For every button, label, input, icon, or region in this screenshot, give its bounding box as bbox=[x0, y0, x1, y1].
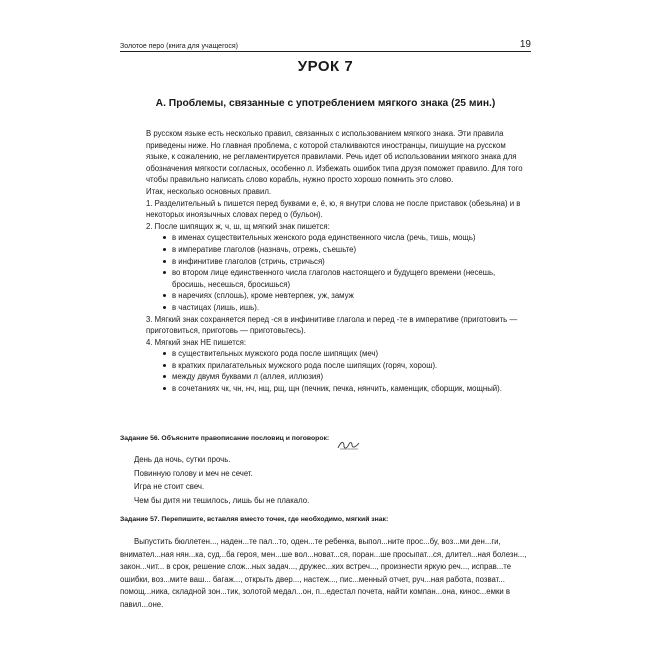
list-item: в кратких прилагательных мужского рода после шипящих (горяч, хорош). bbox=[146, 360, 526, 372]
rules-intro: Итак, несколько основных правил. bbox=[146, 186, 272, 196]
list-item: в сочетаниях чк, чн, нч, нщ, рщ, щн (печник, печка, нянчить, каменщик, сборщик, мощный). bbox=[146, 383, 526, 395]
proverb-line: Игра не стоит свеч. bbox=[134, 482, 205, 491]
section-title: А. Проблемы, связанные с употреблением мягкого знака (25 мин.) bbox=[155, 98, 496, 109]
list-item: в инфинитиве глаголов (стричь, стричься) bbox=[146, 256, 526, 268]
page-number: 19 bbox=[519, 39, 531, 50]
task-56-title: Задание 56. Объясните правописание пословиц и поговорок: bbox=[120, 435, 330, 442]
book-title: Золотое перо (книга для учащегося) bbox=[120, 43, 238, 50]
rule-3: 3. Мягкий знак сохраняется перед -ся в инфинитиве глагола и перед -те в императиве (приготовить — приготовиться, приготовь — приготовьтесь). bbox=[146, 314, 518, 336]
rule-1: 1. Разделительный ь пишется перед буквами е, ё, ю, я внутри слова не после приставок (обезьяна) и в некоторых иноязычных словах перед о (бульон). bbox=[146, 198, 521, 220]
intro-paragraph: В русском языке есть несколько правил, связанных с использованием мягкого знака. Эти правила приведены ниже. Но главная проблема, с которой сталкиваются иностранцы, пишущие на русском языке, к сожалению, не регламентируется правилами. Речь идет об использовании мягкого знака для обозначения мягкости согласных, особенно л. Избежать ошибок типа друзя поможет правило. Для того чтобы правильно написать слово корабль, нужно просто хорошо помнить это слово. bbox=[146, 129, 523, 185]
rule-2-head: 2. После шипящих ж, ч, ш, щ мягкий знак пишется: bbox=[146, 221, 330, 231]
exercise-paragraph: Выпустить бюллетен..., наден...те пал...то, оден...те ребенка, выпол...ните прос...бу, воз...ми ден...ги, внимател...ная нян...ка, суд...ба героя, мен...ше вол...новат...ся, поран...ше просыпат...ся, длител...ная болезн..., закон...чит... в срок, решение слож...ных задач..., дружес...ких встреч..., произнести яркую реч..., исправ...те ошибки, воз...мите ваш... багаж..., открыть двер..., настеж..., пис...менный отчет, руч...ная работа, позват... помощ...ника, складной зон...тик, золотой медал...он, п...едестал почета, найти компан...она, кинос...емки в павил...оне. bbox=[120, 537, 527, 609]
list-item: в именах существительных женского рода единственного числа (речь, тишь, мощь) bbox=[146, 232, 526, 244]
rule-2-list bbox=[146, 232, 526, 313]
list-item: в императиве глаголов (назначь, отрежь, съешьте) bbox=[146, 244, 526, 256]
proverb-line: Повинную голову и меч не сечет. bbox=[134, 468, 253, 478]
rule-4-head: 4. Мягкий знак НЕ пишется: bbox=[146, 337, 246, 347]
running-head bbox=[120, 34, 531, 50]
lesson-title: УРОК 7 bbox=[297, 58, 354, 75]
rules-body bbox=[146, 128, 526, 395]
proverb-line: Чем бы дитя ни тешилось, лишь бы не плакало. bbox=[134, 495, 310, 505]
list-item: в частицах (лишь, ишь). bbox=[146, 302, 526, 314]
rule-4-list bbox=[146, 348, 526, 394]
exercise-text bbox=[120, 536, 531, 612]
proverbs bbox=[134, 453, 434, 507]
list-item: во втором лице единственного числа глаголов настоящего и будущего времени (несешь, бросишь, несешься, бросишься) bbox=[146, 267, 526, 290]
list-item: в существительных мужского рода после шипящих (меч) bbox=[146, 348, 526, 360]
task-57-title: Задание 57. Перепишите, вставляя вместо точек, где необходимо, мягкий знак: bbox=[120, 516, 389, 523]
pen-icon bbox=[337, 438, 361, 450]
list-item: между двумя буквами л (аллея, иллюзия) bbox=[146, 371, 526, 383]
proverb-line: День да ночь, сутки прочь. bbox=[134, 455, 231, 464]
header-rule bbox=[120, 51, 531, 52]
list-item: в наречиях (сплошь), кроме невтерпеж, уж, замуж bbox=[146, 290, 526, 302]
